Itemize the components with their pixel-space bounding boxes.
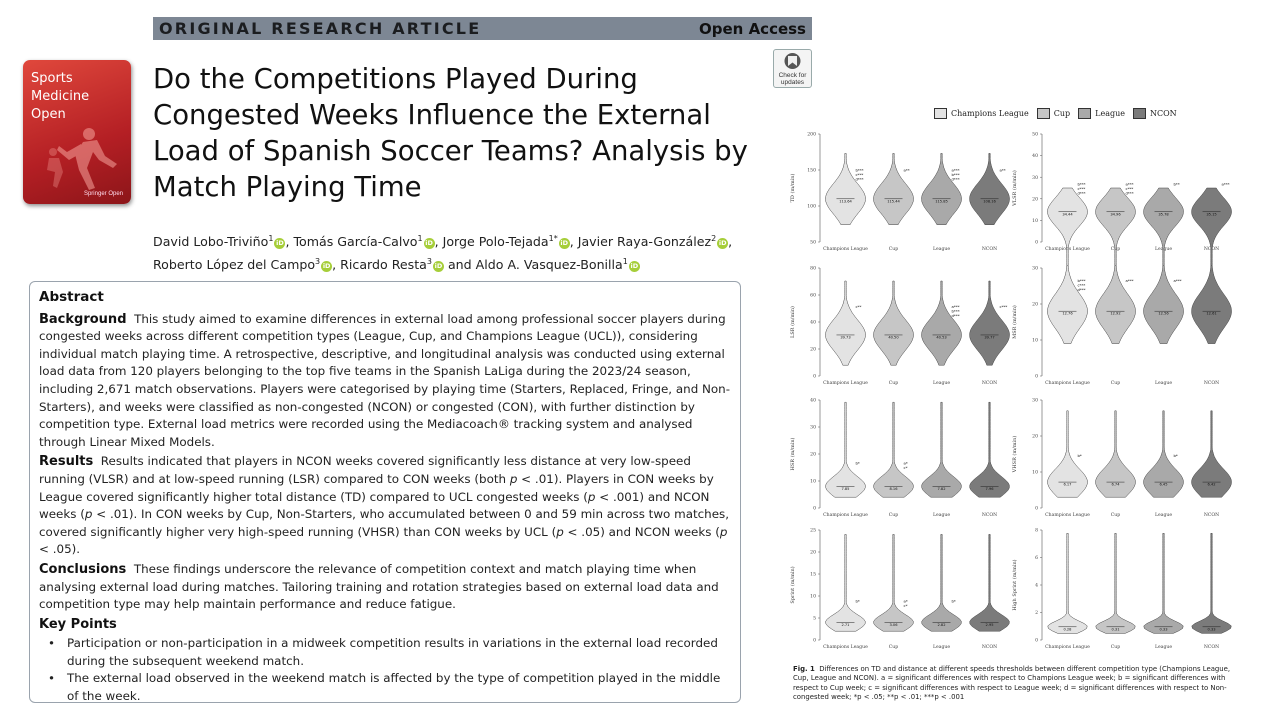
y-tick-label: 100	[807, 204, 816, 210]
y-tick-label: 30	[1032, 398, 1038, 404]
median-label: 35.78	[1158, 212, 1169, 217]
y-tick-label: 20	[810, 452, 816, 458]
significance-label: c*	[903, 603, 908, 609]
key-point-item: • Participation or non-participation in a midweek competition results in variations in the external load recorded during the subsequent weekend match.	[67, 635, 731, 670]
figure-caption: Fig. 1 Differences on TD and distance at different speeds thresholds between different competition type (Champions League, Cup, League and NCON). a = significant differences with respect to Champions League week; b = significant differences with respect to Cup week; c = significant differences with respect to League week; d = significant differences with respect to Non-congested week; *p < .05; **p < .01; ***p < .001	[793, 665, 1231, 702]
y-tick-label: 30	[810, 425, 816, 431]
violin-shape	[970, 153, 1010, 224]
violin-shape	[922, 281, 962, 365]
y-tick-label: 150	[807, 168, 816, 174]
violin-panel	[1011, 528, 1231, 650]
author-affiliation: 1	[417, 234, 423, 243]
significance-label: d***	[855, 176, 864, 182]
y-axis-label: HSR (m/min)	[790, 437, 796, 471]
violin-shape	[1096, 533, 1135, 633]
y-tick-label: 10	[1032, 470, 1038, 476]
y-tick-label: 60	[810, 293, 816, 299]
significance-label: a***	[1221, 181, 1230, 187]
y-tick-label: 40	[810, 320, 816, 326]
y-axis-label: Sprint (m/min)	[790, 566, 796, 604]
significance-label: a**	[903, 167, 910, 173]
median-label: 7.82	[937, 486, 946, 491]
y-tick-label: 20	[1032, 434, 1038, 440]
y-axis-label: High Sprint (m/min)	[1012, 559, 1018, 611]
author-affiliation: 1*	[548, 234, 558, 243]
median-label: 0.33	[1159, 627, 1168, 632]
y-tick-label: 25	[810, 528, 816, 534]
orcid-icon[interactable]: iD	[322, 262, 331, 271]
open-access-label: Open Access	[699, 19, 806, 38]
y-tick-label: 10	[810, 594, 816, 600]
x-tick-label: NCON	[1203, 247, 1220, 252]
x-tick-label: League	[1154, 513, 1173, 518]
significance-label: c**	[855, 303, 862, 309]
median-label: 34.44	[1062, 212, 1073, 217]
violin-shape	[826, 281, 866, 365]
significance-label: a***	[951, 303, 960, 309]
x-tick-label: League	[932, 645, 951, 650]
significance-label: d***	[1077, 190, 1086, 196]
significance-label: d***	[951, 176, 960, 182]
median-label: 34.96	[1110, 212, 1121, 217]
violin-shape	[970, 402, 1010, 497]
y-axis-label: LSR (m/min)	[790, 306, 796, 338]
y-tick-label: 4	[1035, 583, 1038, 589]
median-label: 7.85	[841, 486, 850, 491]
x-tick-label: Cup	[1110, 247, 1121, 252]
legend-label: League	[1095, 108, 1125, 118]
x-tick-label: Cup	[888, 247, 899, 252]
key-point-item: • The external load observed in the weekend match is affected by the type of competition played in the middle of the week.	[67, 670, 731, 705]
violin-panel	[1011, 132, 1232, 279]
y-axis-label: MSR (m/min)	[1012, 305, 1018, 339]
x-tick-label: Champions League	[1045, 645, 1090, 650]
significance-label: a*	[903, 460, 908, 466]
key-points-heading: Key Points	[39, 616, 117, 632]
y-tick-label: 10	[1032, 338, 1038, 344]
violin-panel	[789, 132, 1010, 252]
results-text: Results indicated that players in NCON weeks covered significantly less distance at very low-speed running (VLSR) and at low-speed running (LSR) compared to CON weeks (both p < .01). Players in CON weeks by League covered significantly higher total distance (TD) compared to UCL congested weeks (p < .001) and NCON weeks (p < .01). In CON weeks by Cup, Non-Starters, who accumulated between 0 and 59 min across two matches, covered significantly higher very high-speed running (VHSR) than CON weeks by UCL (p < .05) and NCON weeks (p < .05).	[39, 454, 730, 557]
violin-shape	[1192, 533, 1232, 633]
median-label: 35.15	[1206, 212, 1217, 217]
violin-shape	[1096, 188, 1136, 279]
significance-label: b*	[951, 598, 956, 604]
median-label: 2.82	[937, 622, 946, 627]
x-tick-label: League	[932, 247, 951, 252]
median-label: 12.92	[1110, 311, 1121, 316]
significance-label: a***	[1125, 277, 1134, 283]
significance-label: b***	[1077, 277, 1086, 283]
significance-label: b**	[1173, 181, 1180, 187]
legend-label: Cup	[1053, 108, 1071, 118]
orcid-icon[interactable]: iD	[276, 239, 284, 248]
x-tick-label: Champions League	[823, 247, 868, 252]
x-tick-label: Champions League	[1045, 513, 1090, 518]
violin-panel	[789, 266, 1010, 386]
x-tick-label: League	[932, 381, 951, 386]
significance-label: b*	[855, 460, 860, 466]
median-label: 7.96	[985, 486, 994, 491]
median-label: 12.61	[1206, 311, 1217, 316]
author-affiliation: 3	[426, 257, 432, 267]
violin-plot-figure	[784, 100, 1254, 670]
y-tick-label: 0	[813, 506, 816, 512]
violin-panel	[789, 528, 1009, 650]
median-label: 0.28	[1063, 627, 1072, 632]
results-section: Results Results indicated that players in NCON weeks covered significantly less distance at very low-speed running (VLSR) and at low-speed running (LSR) compared to CON weeks (both p < .01). Players in CON weeks by League covered significantly higher total distance (TD) compared to UCL congested weeks (p < .001) and NCON weeks (p < .01). In CON weeks by Cup, Non-Starters, who accumulated between 0 and 59 min across two matches, covered significantly higher very high-speed running (VHSR) than CON weeks by UCL (p < .05) and NCON weeks (p < .05).	[39, 454, 730, 557]
y-tick-label: 200	[807, 132, 816, 138]
significance-label: a**	[999, 167, 1006, 173]
author-name[interactable]: Javier Raya-González	[577, 234, 712, 250]
x-tick-label: NCON	[981, 247, 998, 252]
violin-shape	[970, 281, 1010, 365]
author-affiliation: 3	[315, 257, 321, 267]
violin-shape	[874, 153, 914, 224]
y-axis-label: VHSR (m/min)	[1012, 435, 1018, 473]
x-tick-label: NCON	[981, 513, 998, 518]
x-tick-label: NCON	[1203, 513, 1220, 518]
violin-shape	[922, 153, 962, 224]
author-name[interactable]: Aldo A. Vasquez-Bonilla	[475, 257, 623, 273]
significance-label: b***	[1077, 181, 1086, 187]
x-tick-label: Cup	[1110, 645, 1121, 650]
significance-label: d***	[951, 312, 960, 318]
author-affiliation: 2	[711, 234, 717, 243]
article-title: Do the Competitions Played During Congested Weeks Influence the External Load of Spanish Soccer Teams? Analysis by Match Playing Time	[153, 63, 748, 203]
legend-label: NCON	[1149, 108, 1177, 118]
median-label: 12.76	[1062, 311, 1073, 316]
publisher-label: Springer Open	[83, 191, 123, 197]
significance-label: a***	[1173, 277, 1182, 283]
violin-shape	[1048, 533, 1087, 633]
significance-label: c***	[999, 303, 1008, 309]
y-tick-label: 50	[810, 240, 816, 246]
violin-shape	[1144, 188, 1184, 279]
author-name[interactable]: Tomás García-Calvo	[293, 234, 418, 250]
author-name[interactable]: Ricardo Resta	[340, 257, 427, 273]
journal-cover[interactable]	[23, 60, 131, 204]
x-tick-label: Cup	[888, 381, 899, 386]
orcid-icon[interactable]: iD	[560, 239, 569, 248]
significance-label: d***	[1125, 190, 1134, 196]
author-affiliation: 1	[622, 257, 628, 267]
y-tick-label: 10	[810, 479, 816, 485]
x-tick-label: NCON	[1203, 645, 1220, 650]
median-label: 3.06	[889, 622, 898, 627]
median-label: 6.45	[1159, 482, 1168, 487]
violin-shape	[826, 153, 866, 224]
median-label: 113.64	[839, 199, 852, 204]
significance-label: c***	[1077, 282, 1086, 288]
y-tick-label: 30	[1032, 266, 1038, 272]
significance-label: a***	[951, 167, 960, 173]
median-label: 39.77	[984, 335, 995, 340]
median-label: 39.73	[840, 335, 851, 340]
crossmark-icon	[774, 50, 811, 72]
author-list: David Lobo-Triviño$^1$iD , Tomás García-Calvo$^1$iD , Jorge Polo-Tejada$^{1*}$iD , Javier Raya-González$^2$iD , Roberto López del Campo$^3$iD , Ricardo Resta$^3$iD and Aldo A. Vasquez-Bonilla$^1$iD	[153, 234, 733, 273]
x-tick-label: Champions League	[823, 381, 868, 386]
violin-panel	[789, 398, 1009, 518]
significance-label: c***	[1125, 186, 1134, 192]
y-tick-label: 15	[810, 572, 816, 578]
median-label: 40.53	[936, 335, 947, 340]
violin-panel	[1011, 398, 1232, 518]
y-tick-label: 0	[1035, 638, 1038, 644]
significance-label: d***	[1077, 286, 1086, 292]
y-tick-label: 2	[1035, 611, 1038, 617]
author-name[interactable]: Roberto López del Campo	[153, 257, 316, 273]
author-name[interactable]: David Lobo-Triviño	[153, 234, 269, 250]
journal-name: Sports Medicine Open	[31, 71, 90, 122]
author-name[interactable]: Jorge Polo-Tejada	[442, 234, 549, 250]
median-label: 0.33	[1207, 627, 1216, 632]
significance-label: b*	[855, 598, 860, 604]
x-tick-label: Champions League	[823, 645, 868, 650]
y-tick-label: 30	[1032, 175, 1038, 181]
significance-label: a*	[903, 598, 908, 604]
orcid-icon[interactable]: iD	[718, 239, 727, 248]
x-tick-label: Champions League	[1045, 381, 1090, 386]
significance-label: b*	[1173, 453, 1178, 459]
violin-shape	[922, 402, 962, 497]
article-type: ORIGINAL RESEARCH ARTICLE	[159, 19, 482, 38]
y-tick-label: 0	[1035, 374, 1038, 380]
key-points-list	[39, 635, 731, 705]
x-tick-label: Cup	[888, 645, 899, 650]
x-tick-label: Champions League	[1045, 247, 1090, 252]
significance-label: c***	[855, 172, 864, 178]
conclusions-section: Conclusions These findings underscore the relevance of competition context and match playing time when analysing external load during matches. Tailoring training and rotation strategies based on external load data and competition type may help maintain performance and reduce fatigue.	[39, 561, 719, 612]
y-tick-label: 0	[813, 374, 816, 380]
x-tick-label: Champions League	[823, 513, 868, 518]
x-tick-label: League	[932, 513, 951, 518]
y-tick-label: 6	[1035, 556, 1038, 562]
x-tick-label: NCON	[981, 645, 998, 650]
background-section: Background This study aimed to examine differences in external load among professional soccer players during congested weeks across different competition types (League, Cup, and Champions League (UCL)), considering individual match playing time. A retrospective, descriptive, and longitudinal analysis was conducted using external load data from 120 players belonging to the top five teams in the Spanish LaLiga during the 2023/24 season, including 2,671 match observations. Players were categorised by playing time (Starters, Replaced, Fringe, and Non-Starters), and weeks were classified as non-congested (NCON) or congested (CON), with further distinction by competition type. External load metrics were recorded using the Mediacoach® tracking system and analysed through Linear Mixed Models.	[39, 311, 731, 449]
median-label: 8.16	[889, 486, 898, 491]
significance-label: b*	[1077, 453, 1082, 459]
median-label: 2.95	[985, 622, 994, 627]
x-tick-label: Cup	[1110, 513, 1121, 518]
y-tick-label: 0	[813, 638, 816, 644]
y-tick-label: 0	[1035, 506, 1038, 512]
median-label: 6.42	[1207, 482, 1216, 487]
legend-label: Champions League	[951, 108, 1029, 118]
abstract-box	[29, 281, 741, 703]
x-tick-label: League	[1154, 645, 1173, 650]
y-tick-label: 8	[1035, 528, 1038, 534]
significance-label: b***	[855, 167, 864, 173]
y-axis-label: TD (m/min)	[790, 173, 796, 203]
x-tick-label: League	[1154, 381, 1173, 386]
violin-shape	[1192, 188, 1232, 279]
violin-shape	[826, 402, 866, 497]
violin-shape	[874, 402, 914, 497]
median-label: 115.85	[935, 199, 948, 204]
significance-label: b***	[951, 172, 960, 178]
violin-shape	[1144, 533, 1183, 633]
abstract-heading: Abstract	[39, 289, 104, 305]
violin-shape	[826, 534, 866, 631]
orcid-icon[interactable]: iD	[434, 262, 443, 271]
orcid-icon[interactable]: iD	[425, 239, 433, 248]
y-tick-label: 40	[810, 398, 816, 404]
median-label: 0.31	[1111, 627, 1120, 632]
y-tick-label: 20	[810, 550, 816, 556]
significance-label: c***	[1077, 186, 1086, 192]
x-tick-label: Cup	[1110, 381, 1121, 386]
x-tick-label: NCON	[981, 381, 998, 386]
median-label: 2.71	[841, 622, 850, 627]
article-banner	[153, 17, 812, 40]
violin-panel	[1011, 266, 1232, 386]
median-label: 108.16	[983, 199, 996, 204]
significance-label: c*	[903, 465, 908, 471]
violin-shape	[970, 534, 1010, 631]
author-affiliation: 1	[268, 234, 274, 243]
violin-shape	[1048, 188, 1088, 279]
x-tick-label: NCON	[1203, 381, 1220, 386]
significance-label: b***	[951, 308, 960, 314]
check-for-updates-badge[interactable]: Check for updates	[773, 49, 812, 88]
violin-shape	[922, 534, 962, 631]
y-tick-label: 40	[1032, 154, 1038, 160]
violin-shape	[874, 281, 914, 365]
x-tick-label: Cup	[888, 513, 899, 518]
median-label: 6.17	[1063, 482, 1072, 487]
x-tick-label: League	[1154, 247, 1173, 252]
violin-shape	[874, 534, 914, 631]
significance-label: a***	[1125, 181, 1134, 187]
y-tick-label: 80	[810, 266, 816, 272]
y-tick-label: 50	[1032, 132, 1038, 138]
violin-shape	[1192, 266, 1232, 344]
median-label: 12.56	[1158, 311, 1169, 316]
y-tick-label: 5	[813, 616, 816, 622]
y-tick-label: 20	[1032, 197, 1038, 203]
y-tick-label: 20	[1032, 302, 1038, 308]
y-axis-label: VLSR (m/min)	[1012, 170, 1018, 206]
median-label: 115.44	[887, 199, 900, 204]
median-label: 6.74	[1111, 482, 1120, 487]
y-tick-label: 20	[810, 347, 816, 353]
orcid-icon[interactable]: iD	[630, 262, 639, 271]
y-tick-label: 10	[1032, 219, 1038, 224]
median-label: 40.50	[888, 335, 899, 340]
y-tick-label: 0	[1035, 240, 1038, 246]
